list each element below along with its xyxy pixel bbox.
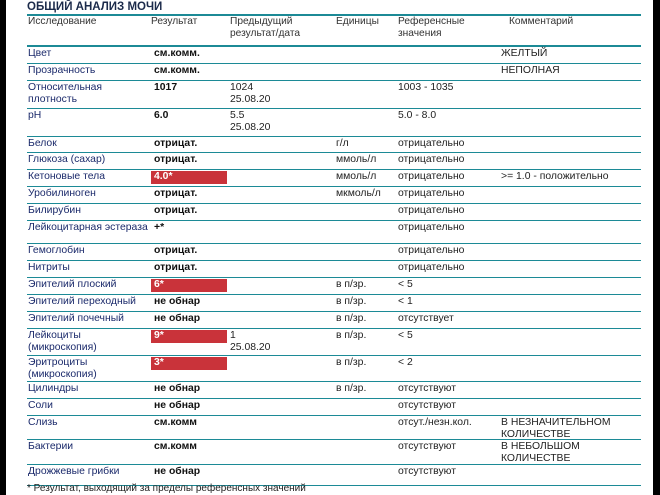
result-value: отрицат. <box>154 154 198 165</box>
units: в п/зр. <box>336 357 367 368</box>
reference-range: отсутствует <box>398 313 454 324</box>
right-frame-border <box>653 0 660 495</box>
result-value: отрицат. <box>154 262 198 273</box>
footnote: * Результат, выходящий за пределы референсных значений <box>27 483 306 494</box>
header-result: Результат <box>151 16 198 27</box>
result-value: 6.0 <box>154 110 169 121</box>
test-name: Бактерии <box>28 441 74 452</box>
result-value: +* <box>154 222 165 233</box>
table-row <box>27 440 641 465</box>
previous-result: 5.5 25.08.20 <box>230 110 271 133</box>
table-row <box>27 47 641 64</box>
test-name: Белок <box>28 138 57 149</box>
previous-result: 1024 25.08.20 <box>230 82 271 105</box>
reference-range: отрицательно <box>398 222 465 233</box>
test-name: Эпителий переходный <box>28 296 136 307</box>
test-name: Билирубин <box>28 205 81 216</box>
reference-range: < 5 <box>398 330 413 341</box>
table-row <box>27 170 641 187</box>
reference-range: отсутствуют <box>398 400 456 411</box>
test-name: Эпителий плоский <box>28 279 117 290</box>
reference-range: отсутствуют <box>398 383 456 394</box>
previous-result: 1 25.08.20 <box>230 330 271 353</box>
comment: ЖЕЛТЫЙ <box>501 48 548 59</box>
table-row <box>27 399 641 416</box>
reference-range: отрицательно <box>398 188 465 199</box>
result-value-flagged: 3* <box>151 357 227 370</box>
result-value: отрицат. <box>154 188 198 199</box>
reference-range: отсутствуют <box>398 466 456 477</box>
reference-range: отрицательно <box>398 205 465 216</box>
table-row <box>27 329 641 356</box>
reference-range: отрицательно <box>398 245 465 256</box>
result-value-flagged: 4.0* <box>151 171 227 184</box>
result-value: см.комм <box>154 441 197 452</box>
units: мкмоль/л <box>336 188 381 199</box>
units: в п/зр. <box>336 279 367 290</box>
test-name: Глюкоза (сахар) <box>28 154 106 165</box>
result-value: отрицат. <box>154 138 198 149</box>
reference-range: отрицательно <box>398 154 465 165</box>
header-units: Единицы <box>336 16 379 27</box>
result-value: не обнар <box>154 296 201 307</box>
test-name: Эпителий почечный <box>28 313 124 324</box>
comment: НЕПОЛНАЯ <box>501 65 560 76</box>
result-value: не обнар <box>154 383 201 394</box>
table-row <box>27 153 641 170</box>
units: ммоль/л <box>336 154 377 165</box>
reference-range: отрицательно <box>398 138 465 149</box>
test-name: Нитриты <box>28 262 70 273</box>
result-value: не обнар <box>154 400 201 411</box>
result-value-flagged: 6* <box>151 279 227 292</box>
reference-range: отрицательно <box>398 171 465 182</box>
result-value: не обнар <box>154 466 201 477</box>
table-row <box>27 221 641 244</box>
table-row <box>27 64 641 81</box>
reference-range: отсут./незн.кол. <box>398 417 472 428</box>
header-comment: Комментарий <box>509 16 574 27</box>
header-reference: Референсные значения <box>398 16 465 39</box>
report-title: ОБЩИЙ АНАЛИЗ МОЧИ <box>27 1 163 13</box>
table-row <box>27 187 641 204</box>
test-name: Соли <box>28 400 53 411</box>
result-value: отрицат. <box>154 205 198 216</box>
table-row <box>27 137 641 153</box>
reference-range: < 5 <box>398 279 413 290</box>
result-value: отрицат. <box>154 245 198 256</box>
test-name: Дрожжевые грибки <box>28 466 120 477</box>
units: г/л <box>336 138 349 149</box>
result-value-flagged: 9* <box>151 330 227 343</box>
test-name: Цилиндры <box>28 383 79 394</box>
test-name: Слизь <box>28 417 58 428</box>
table-row <box>27 312 641 329</box>
units: в п/зр. <box>336 296 367 307</box>
test-name: Лейкоцитарная эстераза <box>28 222 148 233</box>
result-value: см.комм. <box>154 65 200 76</box>
units: в п/зр. <box>336 313 367 324</box>
test-name: Относительная плотность <box>28 82 103 105</box>
test-name: Эритроциты (микроскопия) <box>28 357 97 380</box>
header-name: Исследование <box>28 16 97 27</box>
result-value: не обнар <box>154 313 201 324</box>
table-row <box>27 261 641 278</box>
result-value: 1017 <box>154 82 178 93</box>
reference-range: отсутствуют <box>398 441 456 452</box>
reference-range: < 2 <box>398 357 413 368</box>
table-row <box>27 382 641 399</box>
table-row <box>27 356 641 382</box>
test-name: Уробилиноген <box>28 188 96 199</box>
results-table <box>27 47 641 486</box>
table-row <box>27 204 641 221</box>
result-value: см.комм <box>154 417 197 428</box>
header-previous: Предыдущий результат/дата <box>230 16 301 39</box>
table-row <box>27 278 641 295</box>
reference-range: 1003 - 1035 <box>398 82 454 93</box>
units: в п/зр. <box>336 383 367 394</box>
test-name: Гемоглобин <box>28 245 85 256</box>
comment: >= 1.0 - положительно <box>501 171 609 182</box>
table-row <box>27 109 641 137</box>
table-header <box>27 16 641 46</box>
table-row <box>27 244 641 261</box>
reference-range: 5.0 - 8.0 <box>398 110 437 121</box>
test-name: Лейкоциты (микроскопия) <box>28 330 97 353</box>
units: в п/зр. <box>336 330 367 341</box>
left-frame-border <box>0 0 6 495</box>
table-row <box>27 416 641 440</box>
test-name: Кетоновые тела <box>28 171 105 182</box>
result-value: см.комм. <box>154 48 200 59</box>
units: ммоль/л <box>336 171 377 182</box>
table-row <box>27 81 641 109</box>
test-name: Цвет <box>28 48 52 59</box>
comment: В НЕЗНАЧИТЕЛЬНОМ КОЛИЧЕСТВЕ <box>501 417 611 440</box>
comment: В НЕБОЛЬШОМ КОЛИЧЕСТВЕ <box>501 441 580 464</box>
reference-range: отрицательно <box>398 262 465 273</box>
test-name: pH <box>28 110 42 121</box>
test-name: Прозрачность <box>28 65 96 76</box>
table-row <box>27 295 641 312</box>
reference-range: < 1 <box>398 296 413 307</box>
